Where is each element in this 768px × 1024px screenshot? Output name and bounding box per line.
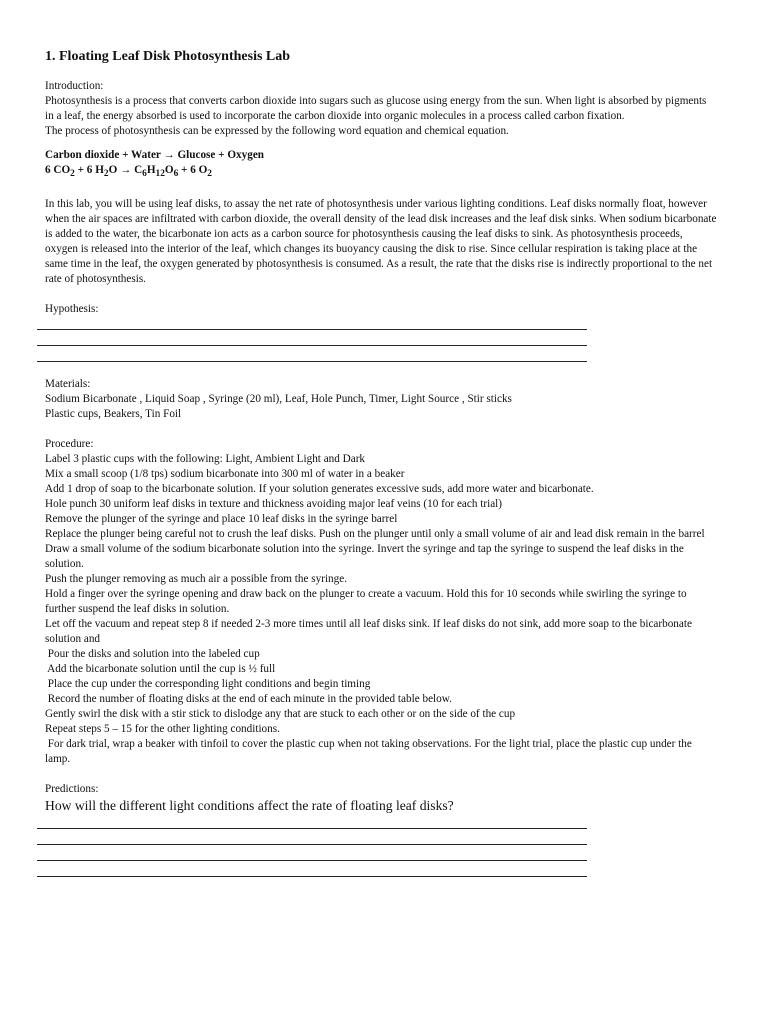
equation-intro-text: The process of photosynthesis can be expressed by the following word equation and chemical equation. [45,125,509,137]
arrow-right-icon: → [120,164,132,176]
chem-subscript: 6 [142,169,147,180]
procedure-step: Hold a finger over the syringe opening and draw back on the plunger to create a vacuum. Hold this for 10 seconds while swirling the syringe to further suspend the leaf disks in solution. [45,588,687,616]
predictions-answer-lines [37,820,587,877]
answer-line[interactable] [37,330,587,346]
introduction-paragraph: Photosynthesis is a process that converts carbon dioxide into sugars such as glucose using energy from the sun. When light is absorbed by pigments in a leaf, the energy absorbed is used to incorporate the carbon dioxide into organic molecules in a process called carbon fixation. [45,95,707,122]
answer-line[interactable] [37,861,587,877]
procedure-step: Mix a small scoop (1/8 tps) sodium bicarbonate into 300 ml of water in a beaker [45,468,405,481]
procedure-step: Let off the vacuum and repeat step 8 if needed 2-3 more times until all leaf disks sink. If leaf disks do not sink, add more soap to the bicarbonate solution and [45,618,692,646]
chemical-equation [45,163,717,182]
chem-subscript: 12 [155,169,165,180]
chem-term: O [108,164,121,176]
answer-line[interactable] [37,820,587,829]
hypothesis-answer-lines [37,317,587,362]
arrow-right-icon: → [163,149,175,161]
chem-subscript: 2 [70,169,75,180]
word-equation-reactants: Carbon dioxide + Water [45,149,164,161]
chem-term: C [131,164,143,176]
procedure-step: Gently swirl the disk with a stir stick to dislodge any that are stuck to each other or on the side of the cup [45,708,516,721]
document-title: 1. Floating Leaf Disk Photosynthesis Lab [45,49,291,64]
procedure-step: Remove the plunger of the syringe and place 10 leaf disks in the syringe barrel [45,513,398,526]
chem-subscript: 2 [103,169,109,180]
procedure-step: Replace the plunger being careful not to crush the leaf disks. Push on the plunger until only a small volume of air and lead disk remain in the barrel [45,528,705,541]
chem-term: + 6 O [178,164,208,176]
materials-list-continued: Plastic cups, Beakers, Tin Foil [45,408,182,421]
procedure-step: Hole punch 30 uniform leaf disks in texture and thickness avoiding major leaf veins (10 for each trial) [45,498,502,511]
materials-list: Sodium Bicarbonate , Liquid Soap , Syringe (20 ml), Leaf, Hole Punch, Timer, Light Source , Stir sticks [45,393,512,406]
chem-term: O [164,164,174,176]
lab-document [45,48,717,877]
chem-term: H [146,164,156,176]
predictions-label: Predictions: [45,783,99,796]
answer-line[interactable] [37,845,587,861]
chem-subscript: 6 [173,169,179,180]
procedure-step: Place the cup under the corresponding light conditions and begin timing [45,678,371,691]
hypothesis-label: Hypothesis: [45,303,99,316]
chem-subscript: 2 [207,169,212,180]
procedure-steps [45,452,717,767]
answer-line[interactable] [37,346,587,362]
procedure-step: Repeat steps 5 – 15 for the other lighting conditions. [45,723,280,736]
answer-line[interactable] [37,829,587,845]
procedure-step: Add the bicarbonate solution until the cup is ½ full [45,663,276,676]
chem-term: 6 CO [45,164,71,176]
word-equation-products: Glucose + Oxygen [174,149,265,161]
answer-line[interactable] [37,317,587,330]
procedure-step: Draw a small volume of the sodium bicarbonate solution into the syringe. Invert the syringe and tap the syringe to suspend the leaf disks in the solution. [45,543,684,571]
procedure-step: Push the plunger removing as much air a possible from the syringe. [45,573,348,586]
procedure-step: Pour the disks and solution into the labeled cup [45,648,260,661]
procedure-step: Record the number of floating disks at the end of each minute in the provided table below. [45,693,452,706]
word-equation [45,148,717,163]
procedure-label: Procedure: [45,438,94,451]
procedure-step: Label 3 plastic cups with the following: Light, Ambient Light and Dark [45,453,366,466]
lab-description-paragraph: In this lab, you will be using leaf disks, to assay the net rate of photosynthesis under various lighting conditions. Leaf disks normally float, however when the air spaces are infiltrated with carbon dioxide, the overall density of the lead disk increases and the leaf disk sinks. When sodium bicarbonate is added to the water, the bicarbonate ion acts as a carbon source for photosynthesis causing the leaf disks to sink. As photosynthesis proceeds, oxygen is released into the interior of the leaf, which changes its buoyancy causing the disk to rise. Since cellular respiration is taking place at the same time in the leaf, the oxygen generated by photosynthesis is consumed. As a result, the rate that the disks rise is indirectly proportional to the net rate of photosynthesis. [45,198,717,286]
procedure-step: For dark trial, wrap a beaker with tinfoil to cover the plastic cup when not taking observations. For the light trial, place the plastic cup under the lamp. [45,738,695,766]
materials-label: Materials: [45,378,91,391]
introduction-label: Introduction: [45,80,104,92]
chem-term: + 6 H [74,164,104,176]
procedure-step: Add 1 drop of soap to the bicarbonate solution. If your solution generates excessive suds, add more water and bicarbonate. [45,483,594,496]
predictions-question: How will the different light conditions affect the rate of floating leaf disks? [45,798,454,814]
